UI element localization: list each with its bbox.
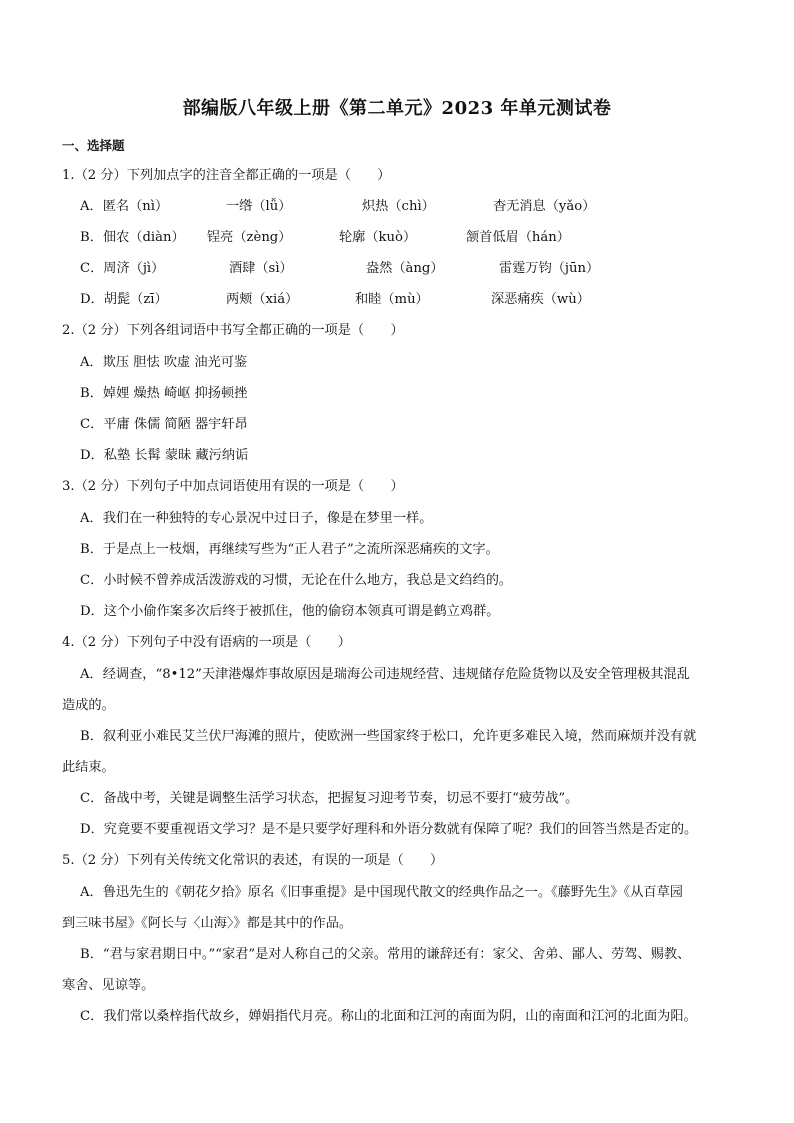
q3-option-a: A．我们在一种独特的专心景况中过日子，像是在梦里一样。 [80, 511, 433, 526]
q1-option-c-3: 盎然（àng） [366, 261, 444, 276]
question-5-stem: 5.（2 分）下列有关传统文化常识的表述，有误的一项是（ ） [62, 853, 444, 868]
q5-option-a-line2: 到三味书屋》《阿长与〈山海〉》都是其中的作品。 [62, 916, 353, 931]
question-2-stem: 2.（2 分）下列各组词语中书写全都正确的一项是（ ） [62, 323, 404, 338]
q1-option-d-1: D．胡髭（zī） [80, 292, 168, 307]
q4-option-a-line2: 造成的。 [62, 698, 115, 713]
q4-option-a-line1: A．经调查，“8•12”天津港爆炸事故原因是瑞海公司违规经营、违规储存危险货物以及安全管理极其混乱 [80, 667, 690, 682]
q1-option-c-4: 雷霆万钧（jūn） [499, 261, 600, 276]
q4-option-b-line2: 此结束。 [62, 760, 115, 775]
q1-option-a-2: 一绺（lǚ） [226, 199, 292, 214]
exam-title: 部编版八年级上册《第二单元》2023 年单元测试卷 [182, 98, 612, 119]
q2-option-b: B．婥娌 燥热 崎岖 抑扬顿挫 [80, 386, 248, 401]
q4-option-d: D．究竟要不要重视语文学习？是不是只要学好理科和外语分数就有保障了呢？我们的回答当然是否定的。 [80, 822, 698, 837]
q2-option-a: A．欺压 胆怯 吹虚 油光可鉴 [80, 355, 248, 370]
q5-option-c: C．我们常以桑梓指代故乡，婵娟指代月亮。称山的北面和江河的南面为阴，山的南面和江河的北面为阳。 [80, 1009, 697, 1024]
q5-option-a-line1: A．鲁迅先生的《朝花夕拾》原名《旧事重提》是中国现代散文的经典作品之一。《藤野先生》《从百草园 [80, 885, 683, 900]
q3-option-b: B．于是点上一枝烟，再继续写些为“正人君子”之流所深恶痛疾的文字。 [80, 542, 499, 557]
q4-option-b-line1: B．叙利亚小难民艾兰伏尸海滩的照片，使欧洲一些国家终于松口，允许更多难民入境，然而麻烦并没有就 [80, 729, 697, 744]
q5-option-b-line2: 寒舍、见谅等。 [62, 978, 155, 993]
q1-option-b-4: 颔首低眉（hán） [466, 230, 570, 245]
section-heading: 一、选择题 [62, 138, 125, 153]
q1-option-d-2: 两颊（xiá） [226, 292, 299, 307]
q3-option-d: D．这个小偷作案多次后终于被抓住，他的偷窃本领真可谓是鹤立鸡群。 [80, 604, 500, 619]
q4-option-c: C．备战中考，关键是调整生活学习状态，把握复习迎考节奏，切忌不要打“疲劳战”。 [80, 791, 579, 806]
q1-option-c-1: C．周济（jì） [80, 261, 165, 276]
q1-option-a-3: 炽热（chì） [362, 199, 435, 214]
q1-option-d-3: 和睦（mù） [355, 292, 429, 307]
question-4-stem: 4.（2 分）下列句子中没有语病的一项是（ ） [62, 635, 351, 650]
q1-option-d-4: 深恶痛疾（wù） [491, 292, 590, 307]
question-3-stem: 3.（2 分）下列句子中加点词语使用有误的一项是（ ） [62, 479, 404, 494]
q1-option-b-3: 轮廓（kuò） [339, 230, 417, 245]
q5-option-b-line1: B．“君与家君期日中。”“家君”是对人称自己的父亲。常用的谦辞还有：家父、舍弟、鄙人、劳驾、赐教、 [80, 947, 691, 962]
question-1-stem: 1.（2 分）下列加点字的注音全都正确的一项是（ ） [62, 168, 391, 183]
q2-option-d: D．私塾 长髯 蒙昧 藏污纳诟 [80, 448, 249, 463]
q1-option-b-1: B．佃农（diàn） [80, 230, 185, 245]
q2-option-c: C．平庸 侏儒 简陋 器宇轩昂 [80, 417, 248, 432]
q1-option-a-1: A．匿名（nì） [80, 199, 169, 214]
q3-option-c: C．小时候不曾养成活泼游戏的习惯，无论在什么地方，我总是文绉绉的。 [80, 573, 513, 588]
q1-option-a-4: 杳无消息（yǎo） [493, 199, 596, 214]
q1-option-c-2: 酒肆（sì） [229, 261, 293, 276]
q1-option-b-2: 锃亮（zèng） [207, 230, 292, 245]
